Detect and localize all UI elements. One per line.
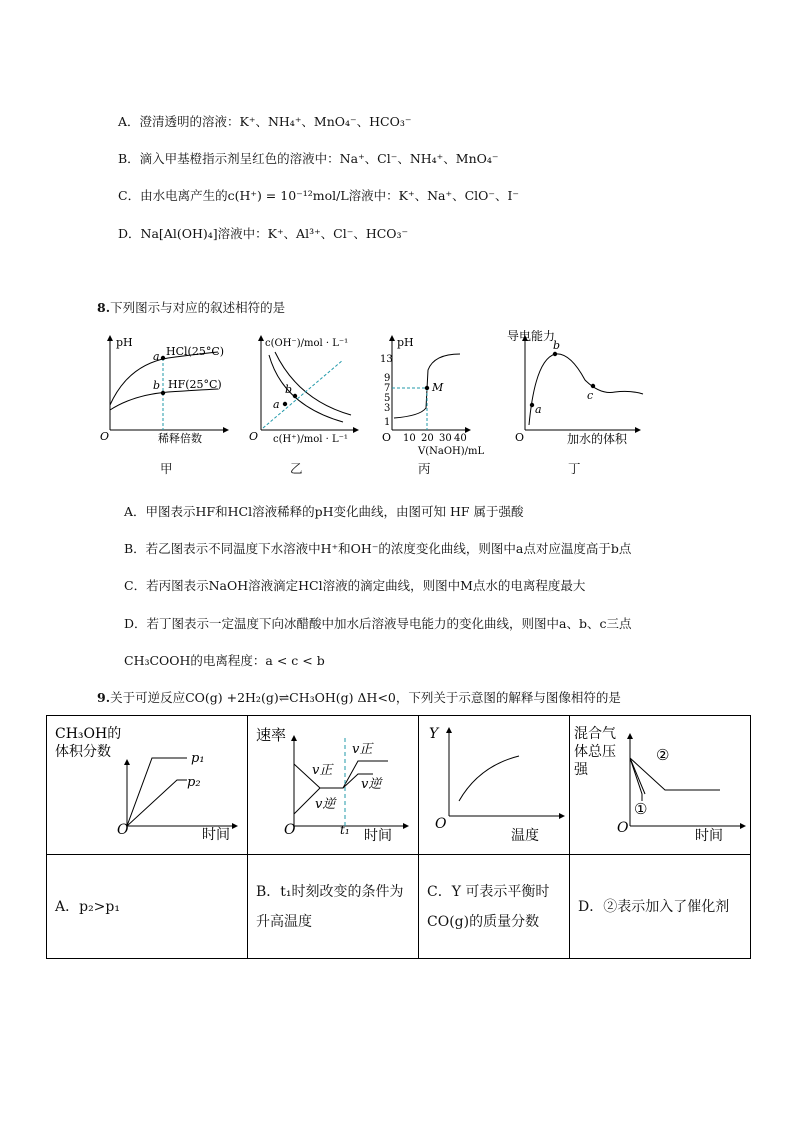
graph-total-pressure <box>570 716 750 850</box>
x-axis-label: 稀释倍数 <box>158 432 202 445</box>
q8-stem-text: 下列图示与对应的叙述相符的是 <box>110 300 286 315</box>
y-axis-label: pH <box>397 336 414 349</box>
cell-graph-d <box>570 716 751 855</box>
q8-number: 8. <box>97 300 111 315</box>
x-axis-label: V(NaOH)/mL <box>418 446 485 457</box>
graph-row <box>47 716 751 855</box>
cell-option-a <box>47 855 248 959</box>
x-label: 温度 <box>511 828 539 844</box>
figure-ding <box>505 330 645 448</box>
y-axis-label: 导电能力 <box>507 330 556 343</box>
p1-label: p₁ <box>191 751 205 766</box>
label-m: M <box>432 381 444 394</box>
point-b <box>293 394 297 398</box>
q8-option-a: A．甲图表示HF和HCl溶液稀释的pH变化曲线，由图可知 HF 属于强酸 <box>124 504 524 519</box>
point-a <box>161 356 165 360</box>
ytick: 7 <box>384 383 391 394</box>
point-b <box>553 352 557 356</box>
ytick: 1 <box>384 417 391 428</box>
curve-2 <box>630 758 720 790</box>
curve-1-drop <box>630 758 642 801</box>
q8-stem <box>97 300 285 316</box>
origin-label: O <box>100 430 110 443</box>
q7-option-c: C．由水电离产生的c(H⁺) = 10⁻¹²mol/L溶液中：K⁺、Na⁺、ClO⁻、I⁻ <box>118 188 520 203</box>
p1-curve <box>127 758 187 826</box>
label-a: a <box>273 398 280 411</box>
ytick: 3 <box>384 403 391 414</box>
t1-label: t₁ <box>340 823 350 837</box>
origin-label: O <box>284 822 296 838</box>
graph-y-temperature <box>419 716 569 850</box>
label-b: b <box>553 339 561 352</box>
q9-option-b: B．t₁时刻改变的条件为升高温度 <box>256 883 404 930</box>
point-c <box>591 384 595 388</box>
xtick: 30 <box>439 433 452 444</box>
graph-rate <box>248 716 418 850</box>
p2-label: p₂ <box>187 775 201 790</box>
caption-yi: 乙 <box>290 461 303 476</box>
origin-label: O <box>382 431 392 444</box>
xtick: 40 <box>454 433 467 444</box>
point-a <box>283 402 287 406</box>
curve-low <box>269 355 343 422</box>
figure-jia <box>98 330 233 445</box>
figure-yi <box>243 330 363 445</box>
cell-option-c <box>419 855 570 959</box>
y-label: CH₃OH的体积分数 <box>55 726 122 760</box>
y-axis-label: pH <box>116 336 133 349</box>
x-label: 时间 <box>695 828 723 844</box>
ytick: 5 <box>384 393 391 404</box>
figure-bing <box>380 330 500 458</box>
q9-option-a: A．p₂>p₁ <box>55 898 120 915</box>
x-label: 时间 <box>364 828 392 844</box>
curve-2-label: ② <box>656 746 670 764</box>
origin-label: O <box>515 431 525 444</box>
y-label: 速率 <box>256 726 287 744</box>
y-axis-label: c(OH⁻)/mol · L⁻¹ <box>265 338 349 349</box>
caption-ding: 丁 <box>568 461 581 476</box>
q7-option-d: D．Na[Al(OH)₄]溶液中：K⁺、Al³⁺、Cl⁻、HCO₃⁻ <box>118 226 409 241</box>
v-forward-label-2: v正 <box>352 742 373 757</box>
label-b: b <box>153 379 161 392</box>
v-reverse-label: v逆 <box>315 797 336 812</box>
label-b: b <box>285 383 293 396</box>
cell-graph-c <box>419 716 570 855</box>
x-label: 时间 <box>202 827 230 843</box>
point-m <box>425 386 429 390</box>
q7-option-b: B．滴入甲基橙指示剂呈红色的溶液中：Na⁺、Cl⁻、NH₄⁺、MnO₄⁻ <box>118 151 499 166</box>
q8-option-c: C．若丙图表示NaOH溶液滴定HCl溶液的滴定曲线，则图中M点水的电离程度最大 <box>124 578 586 593</box>
ytick: 9 <box>384 373 391 384</box>
q9-option-c: C．Y 可表示平衡时 CO(g)的质量分数 <box>427 883 550 930</box>
caption-jia: 甲 <box>160 461 173 476</box>
cell-option-b <box>248 855 419 959</box>
label-a: a <box>153 350 160 363</box>
origin-label: O <box>617 820 629 836</box>
origin-label: O <box>249 430 259 443</box>
label-a: a <box>535 403 542 416</box>
v-reverse-label-2: v逆 <box>361 777 382 792</box>
x-axis-label: c(H⁺)/mol · L⁻¹ <box>273 434 348 445</box>
cell-option-d <box>570 855 751 959</box>
point-a <box>530 403 534 407</box>
y-curve <box>459 756 519 801</box>
cell-graph-b <box>248 716 419 855</box>
q8-option-d: D．若丁图表示一定温度下向冰醋酸中加水后溶液导电能力的变化曲线，则图中a、b、c三点 <box>124 616 632 631</box>
x-axis-label: 加水的体积 <box>567 432 628 446</box>
origin-label: O <box>435 816 447 832</box>
option-row <box>47 855 751 959</box>
hf-label: HF(25°C) <box>168 378 222 391</box>
xtick: 20 <box>421 433 434 444</box>
q8-option-b: B．若乙图表示不同温度下水溶液中H⁺和OH⁻的浓度变化曲线，则图中a点对应温度高于b点 <box>124 541 632 556</box>
q7-option-a: A．澄清透明的溶液：K⁺、NH₄⁺、MnO₄⁻、HCO₃⁻ <box>118 114 412 129</box>
q9-stem-text: 关于可逆反应CO(g) +2H₂(g)⇌CH₃OH(g) ΔH<0，下列关于示意图的解释与图像相符的是 <box>110 690 621 705</box>
y-label: 混合气体总压强 <box>574 726 616 778</box>
curve-1-label: ① <box>634 800 648 818</box>
cell-graph-a <box>47 716 248 855</box>
hcl-label: HCl(25°C) <box>166 345 225 358</box>
point-b <box>161 391 165 395</box>
conductivity-curve <box>529 354 643 425</box>
origin-label: O <box>117 822 129 838</box>
ytick: 13 <box>380 354 393 365</box>
graph-ch3oh-fraction <box>47 716 247 850</box>
y-label: Y <box>429 726 439 742</box>
q9-table <box>46 715 751 959</box>
q8-option-d-cont: CH₃COOH的电离程度：a < c < b <box>124 653 325 668</box>
q9-option-d: D．②表示加入了催化剂 <box>578 898 730 915</box>
caption-bing: 丙 <box>418 461 431 476</box>
v-forward-label: v正 <box>312 763 333 778</box>
q9-stem <box>97 690 621 706</box>
xtick: 10 <box>403 433 416 444</box>
p2-curve <box>127 780 187 826</box>
label-c: c <box>587 389 594 402</box>
q9-number: 9. <box>97 690 111 705</box>
